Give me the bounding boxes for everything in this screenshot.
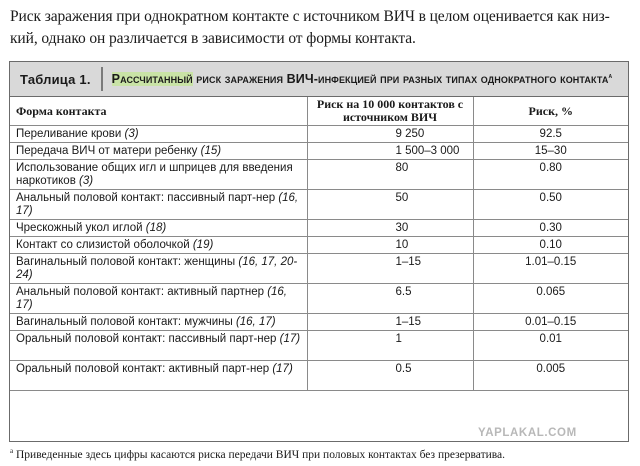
cell-risk-percent: 0.065: [473, 284, 628, 314]
intro-paragraph: Риск заражения при однократном контакте с источником ВИЧ в целом оценивается как низ-кий, однако он различается в зависимости от формы контакта.: [10, 8, 610, 47]
header-risk-10000: Риск на 10 000 контактов с источником ВИЧ: [307, 97, 473, 126]
contact-form-text: Вагинальный половой контакт: женщины: [16, 256, 239, 268]
cell-risk-percent: 1.01–0.15: [473, 254, 628, 284]
reference: (16, 17): [16, 192, 299, 217]
table-row: [10, 190, 628, 220]
cell-risk-10000: 1 500–3 000: [307, 143, 473, 160]
table-body: [10, 126, 628, 391]
risk-table-box: [9, 61, 629, 442]
cell-contact-form: [10, 143, 307, 160]
table-row: [10, 284, 628, 314]
cell-risk-percent: 0.80: [473, 160, 628, 190]
cell-risk-percent: 0.10: [473, 237, 628, 254]
cell-risk-10000: 0.5: [307, 361, 473, 391]
footnote-text: Приведенные здесь цифры касаются риска передачи ВИЧ при половых контактах без презерватива.: [13, 448, 506, 461]
contact-form-text: Контакт со слизистой оболочкой: [16, 239, 193, 251]
table-caption: [10, 62, 628, 97]
reference: (19): [192, 239, 214, 251]
header-form: Форма контакта: [10, 97, 307, 126]
cell-contact-form: [10, 314, 307, 331]
reference: (17): [272, 363, 293, 375]
cell-risk-percent: 0.01–0.15: [473, 314, 628, 331]
contact-form-text: Анальный половой контакт: активный партнер: [16, 286, 268, 298]
cell-risk-percent: 0.01: [473, 331, 628, 361]
reference: (16, 17, 20-24): [16, 256, 298, 281]
footnote-mark: а: [10, 447, 14, 455]
cell-risk-percent: 0.30: [473, 220, 628, 237]
reference: (3): [124, 128, 139, 140]
cell-contact-form: [10, 237, 307, 254]
table-row: [10, 361, 628, 391]
cell-risk-10000: 30: [307, 220, 473, 237]
table-row: [10, 237, 628, 254]
reference: (3): [79, 175, 94, 187]
reference: (16, 17): [235, 316, 276, 328]
contact-form-text: Переливание крови: [16, 128, 125, 140]
cell-risk-percent: 0.50: [473, 190, 628, 220]
cell-risk-10000: 1–15: [307, 254, 473, 284]
reference: (15): [200, 145, 222, 157]
risk-table: [10, 97, 628, 391]
contact-form-text: Оральный половой контакт: активный парт-нер: [16, 363, 273, 375]
header-risk-percent: Риск, %: [473, 97, 628, 126]
highlighted-word: Рассчитанный: [111, 72, 193, 86]
watermark-logo: YAPLAKAL.COM: [478, 427, 577, 439]
cell-risk-10000: 1–15: [307, 314, 473, 331]
table-row: [10, 314, 628, 331]
table-row: [10, 254, 628, 284]
cell-contact-form: [10, 361, 307, 391]
reference: (17): [279, 333, 301, 345]
table-row: [10, 143, 628, 160]
contact-form-text: Чрескожный укол иглой: [16, 222, 146, 234]
cell-risk-10000: 50: [307, 190, 473, 220]
cell-risk-percent: 15–30: [473, 143, 628, 160]
footnote: [10, 447, 505, 461]
cell-risk-percent: 92.5: [473, 126, 628, 143]
caption-footnote-mark: а: [608, 72, 613, 80]
contact-form-text: Передача ВИЧ от матери ребенку: [16, 145, 201, 157]
cell-risk-10000: 1: [307, 331, 473, 361]
table-row: [10, 220, 628, 237]
contact-form-text: Анальный половой контакт: пассивный парт-нер: [16, 192, 279, 204]
cell-contact-form: [10, 220, 307, 237]
cell-contact-form: [10, 160, 307, 190]
caption-divider: [101, 67, 103, 91]
table-number: Таблица 1.: [20, 71, 91, 87]
cell-risk-10000: 10: [307, 237, 473, 254]
contact-form-text: Использование общих игл и шприцев для введения наркотиков: [16, 162, 293, 187]
cell-contact-form: [10, 284, 307, 314]
cell-contact-form: [10, 190, 307, 220]
cell-risk-10000: 9 250: [307, 126, 473, 143]
reference: (18): [145, 222, 167, 234]
table-title: [112, 72, 613, 86]
cell-contact-form: [10, 254, 307, 284]
cell-risk-10000: 80: [307, 160, 473, 190]
cell-contact-form: [10, 331, 307, 361]
table-row: [10, 126, 628, 143]
table-header-row: [10, 97, 628, 126]
contact-form-text: Оральный половой контакт: пассивный парт-нер: [16, 333, 280, 345]
table-row: [10, 331, 628, 361]
table-row: [10, 160, 628, 190]
contact-form-text: Вагинальный половой контакт: мужчины: [16, 316, 236, 328]
cell-risk-percent: 0.005: [473, 361, 628, 391]
cell-contact-form: [10, 126, 307, 143]
cell-risk-10000: 6.5: [307, 284, 473, 314]
reference: (16, 17): [16, 286, 288, 311]
table-title-rest: риск заражения ВИЧ-инфекцией при разных типах однократного контакта: [192, 72, 609, 86]
